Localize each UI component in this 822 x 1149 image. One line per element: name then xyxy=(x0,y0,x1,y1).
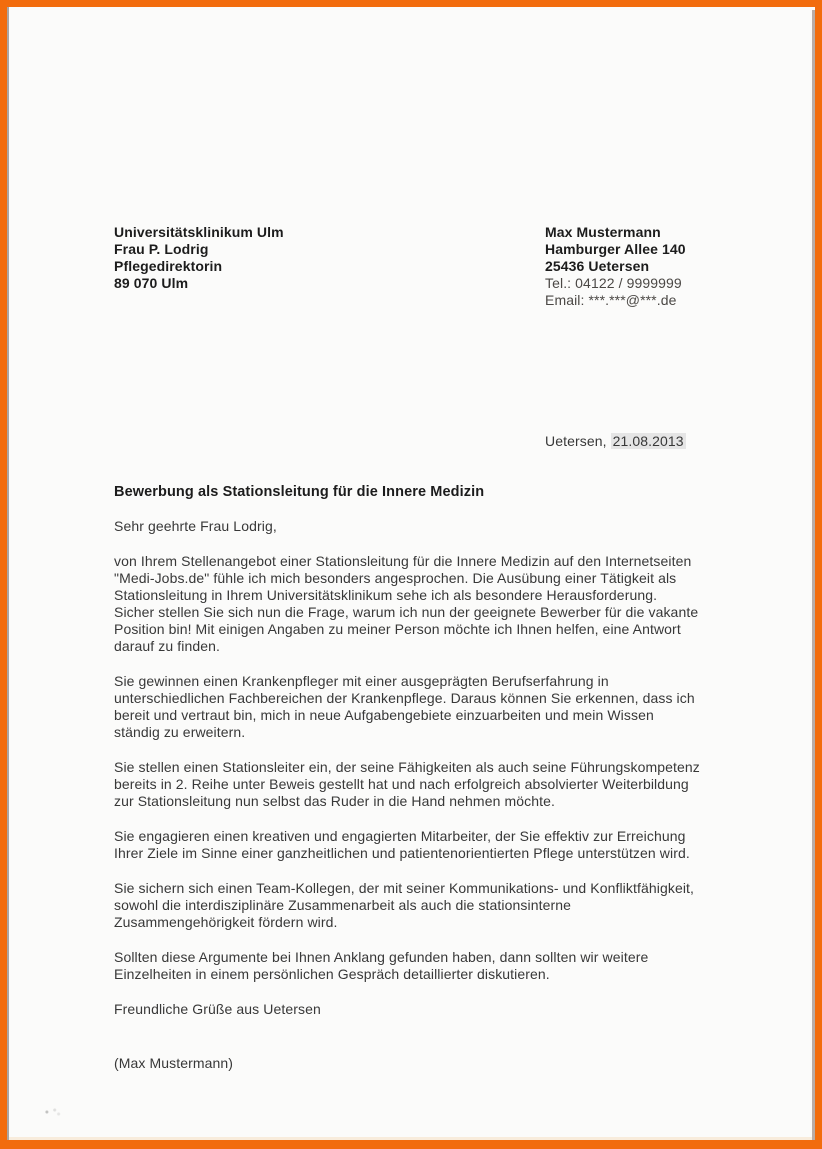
letter-body xyxy=(114,484,782,1072)
text-line: unterschiedlichen Fachbereichen der Krankenpflege. Daraus können Sie erkennen, dass ich xyxy=(114,690,695,706)
salutation xyxy=(114,518,782,535)
text-line: Sie engagieren einen kreativen und engagierten Mitarbeiter, der Sie effektiv zur Erreichung xyxy=(114,828,686,844)
text-line: Einzelheiten in einem persönlichen Gespräch detaillierter diskutieren. xyxy=(114,966,550,982)
recipient-address xyxy=(114,224,284,292)
sender-name: Max Mustermann xyxy=(545,224,661,240)
date-value: 21.08.2013 xyxy=(612,433,684,449)
text-line: Universitätsklinikum Ulm xyxy=(114,224,284,240)
salutation-text: Sehr geehrte Frau Lodrig, xyxy=(114,518,277,534)
text-line: Pflegedirektorin xyxy=(114,258,223,274)
text-line: zur Stationsleitung nun selbst das Ruder in die Hand nehmen möchte. xyxy=(114,793,555,809)
text-line: Sicher stellen Sie sich nun die Frage, warum ich nun der geeignete Bewerber für die vakante xyxy=(114,604,699,620)
text-line: von Ihrem Stellenangebot einer Stationsleitung für die Innere Medizin auf den Internetseiten xyxy=(114,553,692,569)
text-line: Sie sichern sich einen Team-Kollegen, der mit seiner Kommunikations- und Konfliktfähigkeit, xyxy=(114,880,695,896)
date-place: Uetersen, xyxy=(545,433,607,449)
text-line: sowohl die interdisziplinäre Zusammenarbeit als auch die stationsinterne xyxy=(114,897,571,913)
text-line: bereit und vertraut bin, mich in neue Aufgabengebiete einzuarbeiten und mein Wissen xyxy=(114,707,654,723)
text-line: bereits in 2. Reihe unter Beweis gestellt hat und nach erfolgreich absolvierter Weiterbildung xyxy=(114,776,689,792)
sender-phone: Tel.: 04122 / 9999999 xyxy=(545,275,682,291)
closing-line: Freundliche Grüße aus Uetersen xyxy=(114,1001,321,1017)
sender-email: Email: ***.***@***.de xyxy=(545,292,677,308)
sender-street: Hamburger Allee 140 xyxy=(545,241,686,257)
text-line: Sie stellen einen Stationsleiter ein, der seine Fähigkeiten als auch seine Führungskompetenz xyxy=(114,759,700,775)
paragraph-intro xyxy=(114,553,782,655)
text-line: Sie gewinnen einen Krankenpfleger mit einer ausgeprägten Berufserfahrung in xyxy=(114,673,609,689)
paragraph-leadership xyxy=(114,759,782,810)
sender-address xyxy=(545,224,686,309)
signature-name: (Max Mustermann) xyxy=(114,1055,234,1071)
text-line: Frau P. Lodrig xyxy=(114,241,209,257)
paragraph-experience xyxy=(114,673,782,741)
date-line xyxy=(545,433,686,450)
paragraph-outro xyxy=(114,949,782,983)
text-line: 89 070 Ulm xyxy=(114,275,189,291)
text-line: Position bin! Mit einigen Angaben zu meiner Person möchte ich Ihnen helfen, eine Antwort xyxy=(114,621,681,637)
text-line: Stationsleitung in Ihrem Universitätsklinikum sehe ich als besondere Herausforderung. xyxy=(114,587,658,603)
text-line: darauf zu finden. xyxy=(114,638,220,654)
text-line: Sollten diese Argumente bei Ihnen Anklang gefunden haben, dann sollten wir weitere xyxy=(114,949,649,965)
sender-city: 25436 Uetersen xyxy=(545,258,650,274)
subject-line: Bewerbung als Stationsleitung für die Innere Medizin xyxy=(114,484,485,500)
text-line: Zusammengehörigkeit fördern wird. xyxy=(114,914,338,930)
text-line: ständig zu erweitern. xyxy=(114,724,246,740)
text-line: "Medi-Jobs.de" fühle ich mich besonders angesprochen. Die Ausübung einer Tätigkeit als xyxy=(114,570,677,586)
scan-artifact xyxy=(43,1107,69,1117)
text-line: Ihrer Ziele im Sinne einer ganzheitlichen und patientenorientierten Pflege unterstützen wird. xyxy=(114,845,690,861)
paragraph-teamwork xyxy=(114,880,782,931)
paragraph-engagement xyxy=(114,828,782,862)
letter-content xyxy=(7,7,815,1140)
